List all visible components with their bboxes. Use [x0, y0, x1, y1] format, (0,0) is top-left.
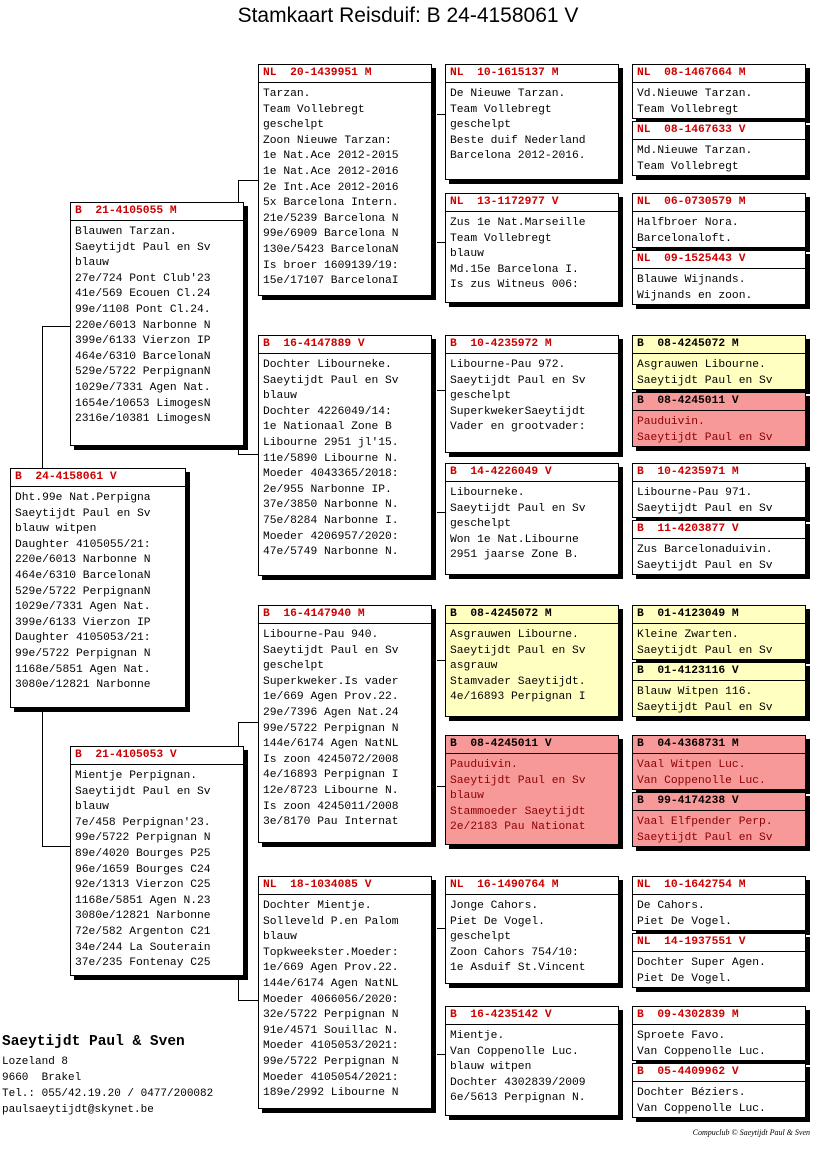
- card-line: 4e/16893 Perpignan I: [450, 691, 586, 704]
- card-line: Saeytijdt Paul en Sv: [637, 431, 773, 444]
- card-line: Stammoeder Saeytijdt: [450, 805, 586, 818]
- card-line: Moeder 4206957/2020:: [263, 530, 399, 543]
- card-line: Saeytijdt Paul en Sv: [450, 502, 586, 515]
- card-line: 96e/1659 Bourges C24: [75, 863, 211, 876]
- card-line: Mientje.: [450, 1030, 505, 1042]
- card-line: 144e/6174 Agen NatNL: [263, 977, 399, 990]
- card-line: 2951 jaarse Zone B.: [450, 549, 579, 562]
- card-body: [446, 1025, 618, 1107]
- card-line: Saeytijdt Paul en Sv: [637, 374, 773, 387]
- card-line: 1168e/5851 Agen N.23: [75, 894, 211, 907]
- card-line: 2e/2183 Pau Nationat: [450, 821, 586, 834]
- card-line: Beste duif Nederland: [450, 134, 586, 147]
- card-line: Team Vollebregt: [450, 232, 552, 245]
- card-line: Saeytijdt Paul en Sv: [450, 644, 586, 657]
- card-line: 220e/6013 Narbonne N: [15, 554, 151, 567]
- card-line: Daughter 4105053/21:: [15, 632, 151, 645]
- card-body: [259, 895, 431, 1102]
- card-line: Team Vollebregt: [637, 160, 739, 173]
- card-line: Team Vollebregt: [263, 103, 365, 116]
- card-line: Van Coppenolle Luc.: [637, 774, 766, 787]
- ring-number: NL 18-1034085 V: [259, 877, 431, 895]
- card-line: Sproete Favo.: [637, 1030, 726, 1042]
- card-line: blauw witpen: [450, 1061, 532, 1074]
- card-line: Saeytijdt Paul en Sv: [637, 502, 773, 515]
- card-line: Zoon Cahors 754/10:: [450, 946, 579, 959]
- great-great-grandparent-card: [632, 876, 806, 931]
- connector-line: [42, 326, 70, 327]
- card-body: [633, 624, 805, 659]
- owner-name: Saeytijdt Paul & Sven: [2, 1034, 185, 1050]
- card-line: geschelpt: [263, 660, 325, 673]
- card-line: geschelpt: [450, 119, 512, 132]
- card-line: 3080e/12821 Narbonne: [75, 910, 211, 923]
- card-line: De Nieuwe Tarzan.: [450, 88, 566, 100]
- great-grandparent-card: [445, 876, 619, 984]
- card-line: Piet De Vogel.: [637, 915, 732, 928]
- card-line: Saeytijdt Paul en Sv: [263, 374, 399, 387]
- ring-number: B 16-4147940 M: [259, 606, 431, 624]
- card-line: Stamvader Saeytijdt.: [450, 675, 586, 688]
- card-line: 1029e/7331 Agen Nat.: [15, 601, 151, 614]
- card-line: 92e/1313 Vierzon C25: [75, 879, 211, 892]
- grandsire-paternal-card: [258, 64, 432, 296]
- card-body: [633, 140, 805, 175]
- card-line: 99e/1108 Pont Cl.24.: [75, 303, 211, 316]
- card-line: Md.Nieuwe Tarzan.: [637, 145, 753, 157]
- card-line: Saeytijdt Paul en Sv: [637, 701, 773, 714]
- card-body: [633, 1082, 805, 1117]
- card-line: Moeder 4105053/2021:: [263, 1040, 399, 1053]
- ring-number: B 08-4245011 V: [446, 736, 618, 754]
- card-line: Pauduivin.: [637, 416, 705, 428]
- connector-line: [437, 114, 445, 115]
- card-line: 75e/8284 Narbonne I.: [263, 514, 399, 527]
- card-line: Vd.Nieuwe Tarzan.: [637, 88, 753, 100]
- card-line: Dht.99e Nat.Perpigna: [15, 492, 151, 504]
- owner-city: 9660 Brakel: [2, 1072, 82, 1084]
- card-line: 2316e/10381 LimogesN: [75, 413, 211, 426]
- connector-line: [437, 928, 445, 929]
- granddam-maternal-card: [258, 876, 432, 1109]
- great-great-grandparent-card: [632, 605, 806, 660]
- card-line: Pauduivin.: [450, 759, 518, 771]
- card-line: 47e/5749 Narbonne N.: [263, 546, 399, 559]
- card-line: blauw: [75, 801, 109, 814]
- ring-number: B 16-4147889 V: [259, 336, 431, 354]
- card-line: 91e/4571 Souillac N.: [263, 1024, 399, 1037]
- great-grandparent-card: [445, 1006, 619, 1116]
- ring-number: NL 08-1467633 V: [633, 122, 805, 140]
- card-line: 99e/5722 Perpignan N: [75, 832, 211, 845]
- card-line: Van Coppenolle Luc.: [450, 1045, 579, 1058]
- card-line: Asgrauwen Libourne.: [637, 359, 766, 371]
- great-great-grandparent-card: [632, 121, 806, 176]
- card-body: [259, 83, 431, 290]
- card-line: Is zus Witneus 006:: [450, 279, 579, 292]
- connector-line: [238, 722, 239, 746]
- ring-number: B 08-4245072 M: [633, 336, 805, 354]
- card-line: 464e/6310 BarcelonaN: [15, 569, 151, 582]
- ring-number: B 99-4174238 V: [633, 793, 805, 811]
- card-line: Dochter Libourneke.: [263, 359, 392, 371]
- card-line: Vaal Elfpender Perp.: [637, 816, 773, 828]
- card-line: 37e/235 Fontenay C25: [75, 957, 211, 970]
- card-line: Van Coppenolle Luc.: [637, 1045, 766, 1058]
- card-line: 21e/5239 Barcelona N: [263, 212, 399, 225]
- connector-line: [42, 846, 70, 847]
- card-line: 99e/5722 Perpignan N: [263, 1055, 399, 1068]
- card-line: 99e/6909 Barcelona N: [263, 228, 399, 241]
- card-line: 1e Nationaal Zone B: [263, 421, 392, 434]
- connector-line: [437, 1054, 445, 1055]
- ring-number: NL 10-1642754 M: [633, 877, 805, 895]
- dam-pedigree-card: [70, 746, 244, 976]
- connector-line: [238, 722, 258, 723]
- card-line: Barcelona 2012-2016.: [450, 150, 586, 163]
- card-line: 1e Nat.Ace 2012-2016: [263, 165, 399, 178]
- connector-line: [238, 180, 239, 202]
- card-line: Dochter Super Agen.: [637, 957, 766, 969]
- great-great-grandparent-card: [632, 335, 806, 390]
- great-grandparent-card: [445, 605, 619, 717]
- connector-line: [238, 454, 258, 455]
- ring-number: B 16-4235142 V: [446, 1007, 618, 1025]
- card-line: Moeder 4043365/2018:: [263, 468, 399, 481]
- card-line: Is zoon 4245011/2008: [263, 800, 399, 813]
- card-body: [446, 895, 618, 977]
- page-title: Stamkaart Reisduif: B 24-4158061 V: [237, 4, 579, 27]
- card-line: Piet De Vogel.: [637, 972, 732, 985]
- card-line: Van Coppenolle Luc.: [637, 1102, 766, 1115]
- owner-address: Lozeland 8: [2, 1056, 69, 1068]
- card-line: Saeytijdt Paul en Sv: [637, 559, 773, 572]
- granddam-paternal-card: [258, 335, 432, 576]
- great-great-grandparent-card: [632, 463, 806, 518]
- connector-line: [42, 708, 43, 846]
- card-line: 529e/5722 PerpignanN: [15, 585, 151, 598]
- card-line: Saeytijdt Paul en Sv: [15, 507, 151, 520]
- card-line: Wijnands en zoon.: [637, 289, 753, 302]
- ring-number: B 21-4105055 M: [71, 203, 243, 221]
- great-great-grandparent-card: [632, 250, 806, 305]
- card-line: Dochter Mientje.: [263, 900, 372, 912]
- card-line: 3e/8170 Pau Internat: [263, 816, 399, 829]
- card-line: Blauwen Tarzan.: [75, 226, 177, 238]
- card-line: 34e/244 La Souterain: [75, 941, 211, 954]
- card-line: Barcelonaloft.: [637, 232, 732, 245]
- card-line: Team Vollebregt: [450, 103, 552, 116]
- card-line: 130e/5423 BarcelonaN: [263, 243, 399, 256]
- ring-number: NL 06-0730579 M: [633, 194, 805, 212]
- card-line: 6e/5613 Perpignan N.: [450, 1092, 586, 1105]
- great-great-grandparent-card: [632, 64, 806, 119]
- card-body: [633, 754, 805, 789]
- card-body: [446, 624, 618, 706]
- card-line: 2e/955 Narbonne IP.: [263, 483, 392, 496]
- card-line: Won 1e Nat.Libourne: [450, 533, 579, 546]
- owner-info: [2, 1034, 213, 1118]
- card-body: [259, 624, 431, 831]
- connector-line: [437, 390, 445, 391]
- card-line: Blauwe Wijnands.: [637, 274, 746, 286]
- card-line: 72e/582 Argenton C21: [75, 925, 211, 938]
- card-line: Saeytijdt Paul en Sv: [637, 831, 773, 844]
- connector-line: [238, 180, 258, 181]
- great-great-grandparent-card: [632, 1006, 806, 1061]
- card-line: Vaal Witpen Luc.: [637, 759, 746, 771]
- card-line: Dochter 4226049/14:: [263, 405, 392, 418]
- ring-number: B 09-4302839 M: [633, 1007, 805, 1025]
- card-line: Libourne-Pau 971.: [637, 487, 753, 499]
- card-line: 1029e/7331 Agen Nat.: [75, 381, 211, 394]
- card-line: Zus Barcelonaduivin.: [637, 544, 773, 556]
- card-line: Saeytijdt Paul en Sv: [450, 774, 586, 787]
- card-line: 3080e/12821 Narbonne: [15, 679, 151, 692]
- card-line: 529e/5722 PerpignanN: [75, 366, 211, 379]
- ring-number: NL 14-1937551 V: [633, 934, 805, 952]
- connector-line: [238, 976, 239, 1000]
- card-line: 1654e/10653 LimogesN: [75, 397, 211, 410]
- card-line: Moeder 4066056/2020:: [263, 993, 399, 1006]
- card-line: blauw: [263, 931, 297, 944]
- card-body: [633, 811, 805, 846]
- great-grandparent-card: [445, 335, 619, 453]
- owner-phone: Tel.: 055/42.19.20 / 0477/200082: [2, 1088, 214, 1100]
- great-great-grandparent-card: [632, 933, 806, 988]
- card-line: 2e Int.Ace 2012-2016: [263, 181, 399, 194]
- ring-number: B 10-4235972 M: [446, 336, 618, 354]
- ring-number: B 10-4235971 M: [633, 464, 805, 482]
- owner-email: paulsaeytijdt@skynet.be: [2, 1104, 154, 1116]
- card-line: Blauw Witpen 116.: [637, 686, 753, 698]
- ring-number: B 08-4245011 V: [633, 393, 805, 411]
- card-body: [633, 1025, 805, 1060]
- card-line: 399e/6133 Vierzon IP: [75, 335, 211, 348]
- card-body: [71, 221, 243, 428]
- ring-number: B 24-4158061 V: [11, 469, 185, 487]
- ring-number: B 11-4203877 V: [633, 521, 805, 539]
- card-body: [71, 765, 243, 972]
- card-body: [446, 354, 618, 436]
- ring-number: B 08-4245072 M: [446, 606, 618, 624]
- card-line: Libourne-Pau 972.: [450, 359, 566, 371]
- card-line: 7e/458 Perpignan'23.: [75, 816, 211, 829]
- connector-line: [437, 512, 445, 513]
- ring-number: B 21-4105053 V: [71, 747, 243, 765]
- card-body: [259, 354, 431, 561]
- card-line: geschelpt: [450, 390, 512, 403]
- card-line: Is broer 1609139/19:: [263, 259, 399, 272]
- card-line: 29e/7396 Agen Nat.24: [263, 706, 399, 719]
- card-line: Saeytijdt Paul en Sv: [263, 644, 399, 657]
- great-great-grandparent-card: [632, 392, 806, 447]
- card-line: Saeytijdt Paul en Sv: [75, 785, 211, 798]
- card-line: Vader en grootvader:: [450, 421, 586, 434]
- great-grandparent-card: [445, 193, 619, 303]
- card-line: SuperkwekerSaeytijdt: [450, 405, 586, 418]
- card-line: Piet De Vogel.: [450, 915, 545, 928]
- card-line: 99e/5722 Perpignan N: [263, 722, 399, 735]
- card-line: De Cahors.: [637, 900, 705, 912]
- great-great-grandparent-card: [632, 1063, 806, 1118]
- card-line: Zoon Nieuwe Tarzan:: [263, 134, 392, 147]
- card-body: [633, 354, 805, 389]
- connector-line: [437, 242, 445, 243]
- card-body: [446, 83, 618, 165]
- great-great-grandparent-card: [632, 792, 806, 847]
- connector-line: [238, 1000, 258, 1001]
- ring-number: NL 09-1525443 V: [633, 251, 805, 269]
- card-line: Jonge Cahors.: [450, 900, 539, 912]
- card-line: Superkweker.Is vader: [263, 675, 399, 688]
- card-line: 32e/5722 Perpignan N: [263, 1009, 399, 1022]
- card-line: geschelpt: [450, 518, 512, 531]
- connector-line: [42, 326, 43, 468]
- card-body: [633, 411, 805, 446]
- card-line: 12e/8723 Libourne N.: [263, 784, 399, 797]
- card-line: Asgrauwen Libourne.: [450, 629, 579, 641]
- ring-number: NL 16-1490764 M: [446, 877, 618, 895]
- card-line: Mientje Perpignan.: [75, 770, 198, 782]
- ring-number: NL 10-1615137 M: [446, 65, 618, 83]
- card-line: Libourne-Pau 940.: [263, 629, 379, 641]
- card-line: Halfbroer Nora.: [637, 217, 739, 229]
- card-body: [633, 482, 805, 517]
- card-line: 11e/5890 Libourne N.: [263, 452, 399, 465]
- card-line: blauw witpen: [15, 523, 97, 536]
- card-body: [633, 539, 805, 574]
- great-great-grandparent-card: [632, 735, 806, 790]
- card-line: Saeytijdt Paul en Sv: [75, 241, 211, 254]
- ring-number: B 05-4409962 V: [633, 1064, 805, 1082]
- ring-number: B 04-4368731 M: [633, 736, 805, 754]
- card-line: 1e Nat.Ace 2012-2015: [263, 150, 399, 163]
- card-line: 399e/6133 Vierzon IP: [15, 616, 151, 629]
- card-body: [633, 83, 805, 118]
- great-great-grandparent-card: [632, 520, 806, 575]
- card-line: blauw: [75, 257, 109, 270]
- card-body: [633, 212, 805, 247]
- card-line: 37e/3850 Narbonne N.: [263, 499, 399, 512]
- card-line: 144e/6174 Agen NatNL: [263, 738, 399, 751]
- connector-line: [437, 660, 445, 661]
- grandsire-maternal-card: [258, 605, 432, 843]
- card-line: Md.15e Barcelona I.: [450, 263, 579, 276]
- great-great-grandparent-card: [632, 193, 806, 248]
- card-body: [633, 269, 805, 304]
- card-line: 464e/6310 BarcelonaN: [75, 350, 211, 363]
- card-line: Libourneke.: [450, 487, 525, 499]
- card-line: 89e/4020 Bourges P25: [75, 847, 211, 860]
- card-line: geschelpt: [263, 119, 325, 132]
- card-line: Moeder 4105054/2021:: [263, 1071, 399, 1084]
- card-line: 220e/6013 Narbonne N: [75, 319, 211, 332]
- card-line: Dochter Béziers.: [637, 1087, 746, 1099]
- card-line: 5x Barcelona Intern.: [263, 197, 399, 210]
- card-line: 4e/16893 Perpignan I: [263, 769, 399, 782]
- card-line: 1e/669 Agen Prov.22.: [263, 962, 399, 975]
- card-line: 99e/5722 Perpignan N: [15, 647, 151, 660]
- ring-number: B 14-4226049 V: [446, 464, 618, 482]
- card-line: Team Vollebregt: [637, 103, 739, 116]
- card-line: Is zoon 4245072/2008: [263, 753, 399, 766]
- card-line: 27e/724 Pont Club'23: [75, 272, 211, 285]
- ring-number: NL 08-1467664 M: [633, 65, 805, 83]
- card-line: Saeytijdt Paul en Sv: [637, 644, 773, 657]
- card-line: Zus 1e Nat.Marseille: [450, 217, 586, 229]
- card-body: [11, 487, 185, 694]
- card-line: 1e/669 Agen Prov.22.: [263, 691, 399, 704]
- connector-line: [437, 786, 445, 787]
- card-line: 41e/569 Ecouen Cl.24: [75, 288, 211, 301]
- card-line: asgrauw: [450, 660, 498, 673]
- card-line: Kleine Zwarten.: [637, 629, 739, 641]
- card-line: Saeytijdt Paul en Sv: [450, 374, 586, 387]
- great-grandparent-card: [445, 735, 619, 845]
- subject-pedigree-card: [10, 468, 186, 708]
- card-body: [633, 895, 805, 930]
- great-grandparent-card: [445, 463, 619, 575]
- connector-line: [238, 446, 239, 454]
- great-great-grandparent-card: [632, 662, 806, 717]
- card-line: blauw: [263, 390, 297, 403]
- card-body: [633, 681, 805, 716]
- card-line: Libourne 2951 jl'15.: [263, 436, 399, 449]
- sire-pedigree-card: [70, 202, 244, 446]
- ring-number: NL 13-1172977 V: [446, 194, 618, 212]
- card-line: geschelpt: [450, 931, 512, 944]
- card-body: [446, 482, 618, 564]
- ring-number: NL 20-1439951 M: [259, 65, 431, 83]
- card-body: [446, 212, 618, 294]
- card-line: Tarzan.: [263, 88, 311, 100]
- card-line: Solleveld P.en Palom: [263, 915, 399, 928]
- card-line: blauw: [450, 790, 484, 803]
- great-grandparent-card: [445, 64, 619, 180]
- card-line: 15e/17107 BarcelonaI: [263, 275, 399, 288]
- footer-credit: Compuclub © Saeytijdt Paul & Sven: [692, 1128, 810, 1137]
- card-line: 189e/2992 Libourne N: [263, 1087, 399, 1100]
- card-body: [446, 754, 618, 836]
- card-body: [633, 952, 805, 987]
- ring-number: B 01-4123116 V: [633, 663, 805, 681]
- card-line: 1168e/5851 Agen Nat.: [15, 663, 151, 676]
- card-line: Daughter 4105055/21:: [15, 538, 151, 551]
- card-line: blauw: [450, 248, 484, 261]
- card-line: Topkweekster.Moeder:: [263, 946, 399, 959]
- card-line: 1e Asduif St.Vincent: [450, 962, 586, 975]
- ring-number: B 01-4123049 M: [633, 606, 805, 624]
- card-line: Dochter 4302839/2009: [450, 1076, 586, 1089]
